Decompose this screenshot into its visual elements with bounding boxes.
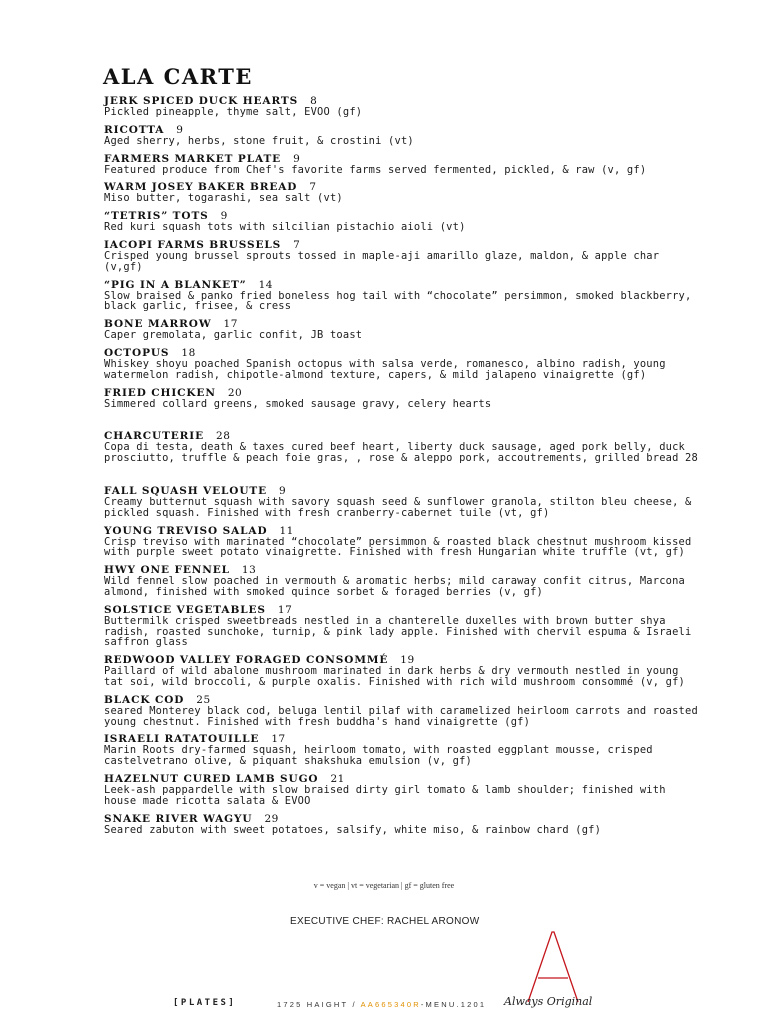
footer	[0, 998, 768, 1018]
menu-item-name: ISRAELI RATATOUILLE	[104, 733, 260, 746]
menu-item-description: Wild fennel slow poached in vermouth & aromatic herbs; mild caraway confit citrus, Marcona almond, finished with smoked quince sorbet & foraged berries (v, gf)	[104, 575, 686, 598]
menu-item-name: IACOPI FARMS BRUSSELS	[104, 238, 282, 251]
menu-item-name: BONE MARROW	[104, 318, 212, 331]
logo-letter-a	[528, 932, 578, 1002]
menu-title: ALA CARTE	[103, 64, 253, 89]
menu-item	[104, 348, 704, 381]
menu-item-price: 9	[220, 210, 228, 223]
menu-item-name: YOUNG TREVISO SALAD	[104, 524, 268, 537]
menu-item	[104, 526, 704, 559]
menu-item-name: FRIED CHICKEN	[104, 386, 216, 399]
menu-item-description: Miso butter, togarashi, sea salt (vt)	[104, 192, 343, 205]
menu-item-description: Whiskey shoyu poached Spanish octopus with salsa verde, romanesco, albino radish, young watermelon radish, chipotle-almond texture, capers, & mild jalapeno vinaigrette (gf)	[104, 357, 666, 381]
address-line	[277, 1000, 486, 1009]
menu-item	[104, 605, 704, 648]
menu-item-name: “TETRIS” TOTS	[104, 210, 209, 223]
menu-item	[104, 319, 704, 341]
menu-item-price: 28	[216, 430, 231, 443]
menu-item	[104, 734, 704, 767]
menu-item-name: CHARCUTERIE	[104, 430, 205, 443]
menu-item-name: JERK SPICED DUCK HEARTS	[104, 95, 299, 107]
address-prefix: 1725 HAIGHT /	[277, 1000, 361, 1009]
menu-item-description: Red kuri squash tots with silcilian pistachio aioli (vt)	[104, 221, 466, 234]
menu-item-price: 29	[264, 812, 279, 825]
menu-item	[104, 814, 704, 836]
plates-label: [PLATES]	[173, 998, 237, 1008]
menu-item-price: 17	[223, 318, 238, 331]
menu-item	[104, 240, 704, 273]
menu-item-description: Pickled pineapple, thyme salt, EVOO (gf)	[104, 106, 363, 118]
menu-item-price: 19	[400, 654, 415, 667]
menu-item-price: 7	[293, 238, 301, 251]
menu-item-description: Buttermilk crisped sweetbreads nestled in a chanterelle duxelles with brown butter shya radish, roasted sunchoke, turnip, & pink lady apple. Finished with chervil espuma & Israeli saffron glass	[104, 614, 692, 649]
address-code: AA665340R	[360, 1000, 421, 1009]
menu-item-name: SNAKE RIVER WAGYU	[104, 812, 253, 825]
menu-item	[104, 388, 704, 410]
menu-item	[104, 565, 704, 598]
menu-item-price: 14	[258, 278, 273, 291]
menu-item-price: 17	[271, 733, 286, 746]
menu-item-description: Leek-ash pappardelle with slow braised dirty girl tomato & lamb shoulder; finished with house made ricotta salata & EVOO	[104, 783, 666, 807]
menu-item-price: 7	[309, 181, 317, 194]
menu-item-price: 20	[227, 386, 243, 399]
menu-item-description: Seared zabuton with sweet potatoes, salsify, white miso, & rainbow chard (gf)	[104, 823, 602, 836]
menu-item-description: Aged sherry, herbs, stone fruit, & crostini (vt)	[104, 134, 414, 147]
menu-item	[104, 125, 704, 147]
menu-item-name: WARM JOSEY BAKER BREAD	[104, 181, 298, 194]
menu-item	[104, 154, 704, 176]
menu-item-description: seared Monterey black cod, beluga lentil pilaf with caramelized heirloom carrots and roasted young chestnut. Finished with fresh buddha's hand vinaigrette (gf)	[104, 704, 698, 728]
menu-item-header	[104, 154, 704, 165]
menu-item	[104, 695, 704, 728]
menu-item-name: REDWOOD VALLEY FORAGED CONSOMMÉ	[104, 654, 389, 667]
menu-item-price: 17	[277, 603, 293, 616]
menu-item-name: RICOTTA	[104, 123, 165, 136]
menu-item-name: FARMERS MARKET PLATE	[104, 152, 282, 165]
menu-item	[104, 774, 704, 807]
dietary-legend: v = vegan | vt = vegetarian | gf = gluten free	[313, 881, 455, 890]
logo-lettering: A	[522, 926, 523, 927]
address-suffix: -MENU.1201	[420, 1000, 487, 1009]
menu-item-name: BLACK COD	[104, 693, 185, 706]
menu-item-price: 9	[176, 123, 184, 136]
executive-chef: EXECUTIVE CHEF: RACHEL ARONOW	[290, 916, 480, 927]
menu-item-description: Caper gremolata, garlic confit, JB toast	[104, 329, 363, 342]
menu-item-price: 13	[241, 564, 257, 577]
menu-item-header	[104, 526, 704, 537]
tagline: Always Original	[504, 995, 593, 1008]
menu-item-price: 8	[310, 95, 318, 107]
menu-item-price: 18	[181, 346, 196, 359]
menu-item-description: Crisped young brussel sprouts tossed in maple-aji amarillo glaze, maldon, & apple char (v,gf)	[104, 249, 660, 273]
menu-item-description: Copa di testa, death & taxes cured beef heart, liberty duck sausage, aged pork belly, duck prosciutto, truffle & peach foie gras, , rose & aleppo pork, accoutrements, grilled bread 28	[104, 441, 698, 465]
menu-item-name: SOLSTICE VEGETABLES	[104, 603, 266, 616]
menu-item	[104, 96, 704, 118]
menu-item-name: FALL SQUASH VELOUTE	[104, 484, 268, 497]
menu-item	[104, 211, 704, 233]
menu-item-description: Slow braised & panko fried boneless hog tail with “chocolate” persimmon, smoked blackberry, black garlic, frisee, & cress	[104, 289, 692, 313]
menu-item-header	[104, 814, 704, 825]
menu-item-name: OCTOPUS	[104, 346, 170, 359]
menu-item	[104, 486, 704, 519]
menu-list	[104, 96, 704, 842]
menu-item	[104, 655, 704, 688]
menu-item-name: “PIG IN A BLANKET”	[104, 278, 247, 291]
menu-item-description: Marin Roots dry-farmed squash, heirloom tomato, with roasted eggplant mousse, crisped castelvetrano olive, & piquant shakshuka emulsion (v, gf)	[104, 744, 653, 768]
menu-item-description: Creamy butternut squash with savory squash seed & sunflower granola, stilton bleu cheese, & pickled squash. Finished with fresh cranberry-cabernet tuile (vt, gf)	[104, 495, 692, 519]
menu-item-price: 25	[196, 693, 211, 706]
menu-item-description: Featured produce from Chef's favorite farms served fermented, pickled, & raw (v, gf)	[104, 163, 647, 176]
menu-item-name: HWY ONE FENNEL	[104, 564, 230, 577]
menu-item-header	[104, 280, 704, 291]
menu-item-price: 11	[279, 524, 294, 537]
menu-item-header	[104, 388, 704, 399]
menu-item-description: Simmered collard greens, smoked sausage gravy, celery hearts	[104, 397, 492, 410]
menu-item-name: HAZELNUT CURED LAMB SUGO	[104, 772, 319, 785]
menu-item-price: 9	[279, 484, 287, 497]
menu-item	[104, 431, 704, 464]
menu-item	[104, 280, 704, 313]
menu-item-price: 21	[330, 772, 345, 785]
menu-item-price: 9	[293, 152, 301, 165]
menu-item-description: Crisp treviso with marinated “chocolate” persimmon & roasted black chestnut mushroom kissed with purple sweet potato vinaigrette. Finished with fresh Hungarian white truffle (vt, gf)	[104, 535, 692, 559]
menu-item-description: Paillard of wild abalone mushroom marinated in dark herbs & dry vermouth nestled in young tat soi, wild broccoli, & purple oxalis. Finished with rich wild mushroom consommé (v, gf)	[104, 665, 686, 688]
menu-item	[104, 182, 704, 204]
